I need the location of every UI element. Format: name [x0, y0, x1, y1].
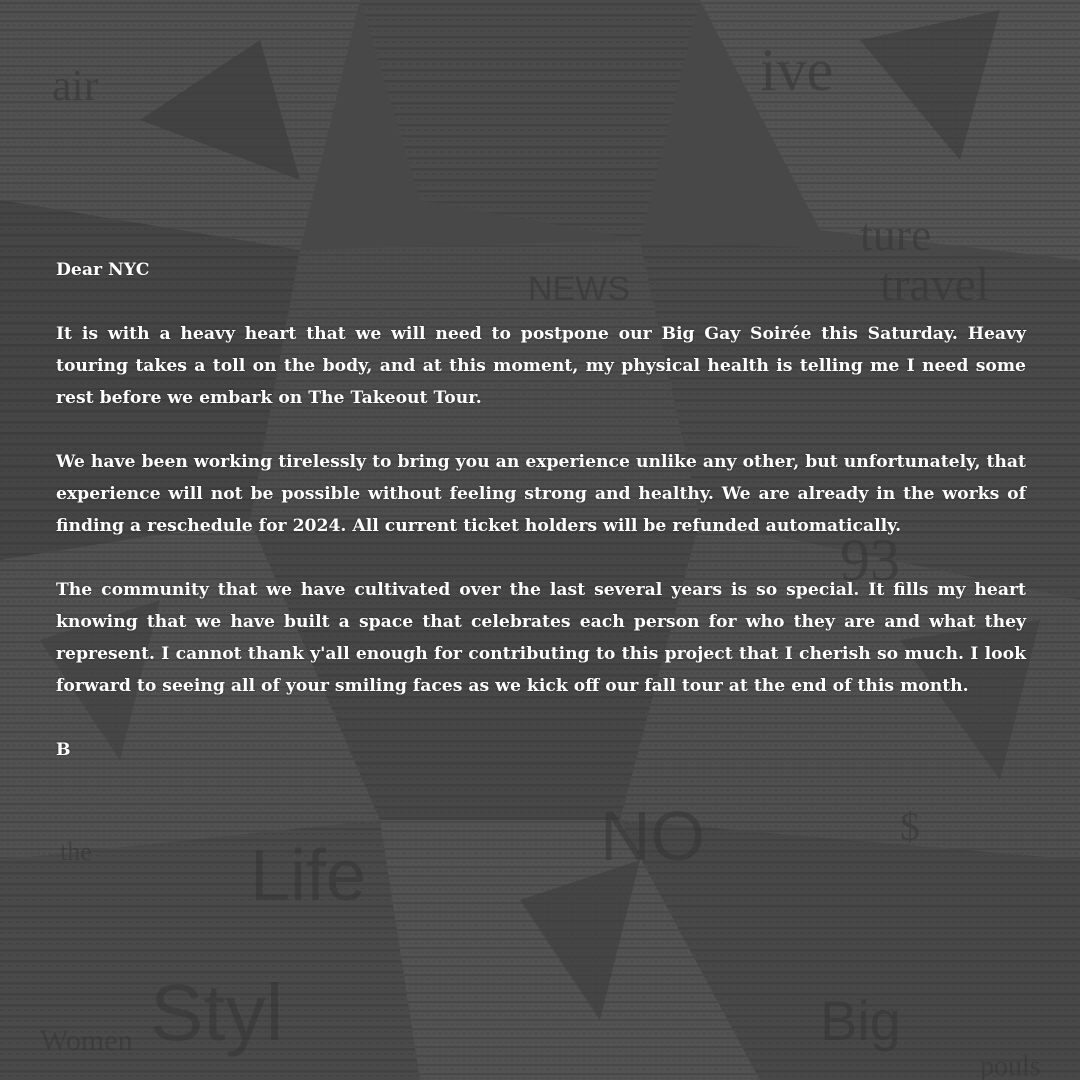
signature: B: [56, 740, 71, 760]
paragraph-2: We have been working tirelessly to bring you an experience unlike any other, but unfortunately, that experience will not be possible without feeling strong and healthy. We are already in the works of finding a reschedule for 2024. All current ticket holders will be refunded automatically.: [56, 452, 1026, 536]
greeting: Dear NYC: [56, 260, 150, 280]
letter-body: [56, 254, 1026, 766]
paragraph-3: The community that we have cultivated over the last several years is so special. It fills my heart knowing that we have built a space that celebrates each person for who they are and what they represent. I cannot thank y'all enough for contributing to this project that I cherish so much. I look forward to seeing all of your smiling faces as we kick off our fall tour at the end of this month.: [56, 580, 1026, 696]
paragraph-1: It is with a heavy heart that we will need to postpone our Big Gay Soirée this Saturday. Heavy touring takes a toll on the body, and at this moment, my physical health is telling me I need some rest before we embark on The Takeout Tour.: [56, 324, 1026, 408]
